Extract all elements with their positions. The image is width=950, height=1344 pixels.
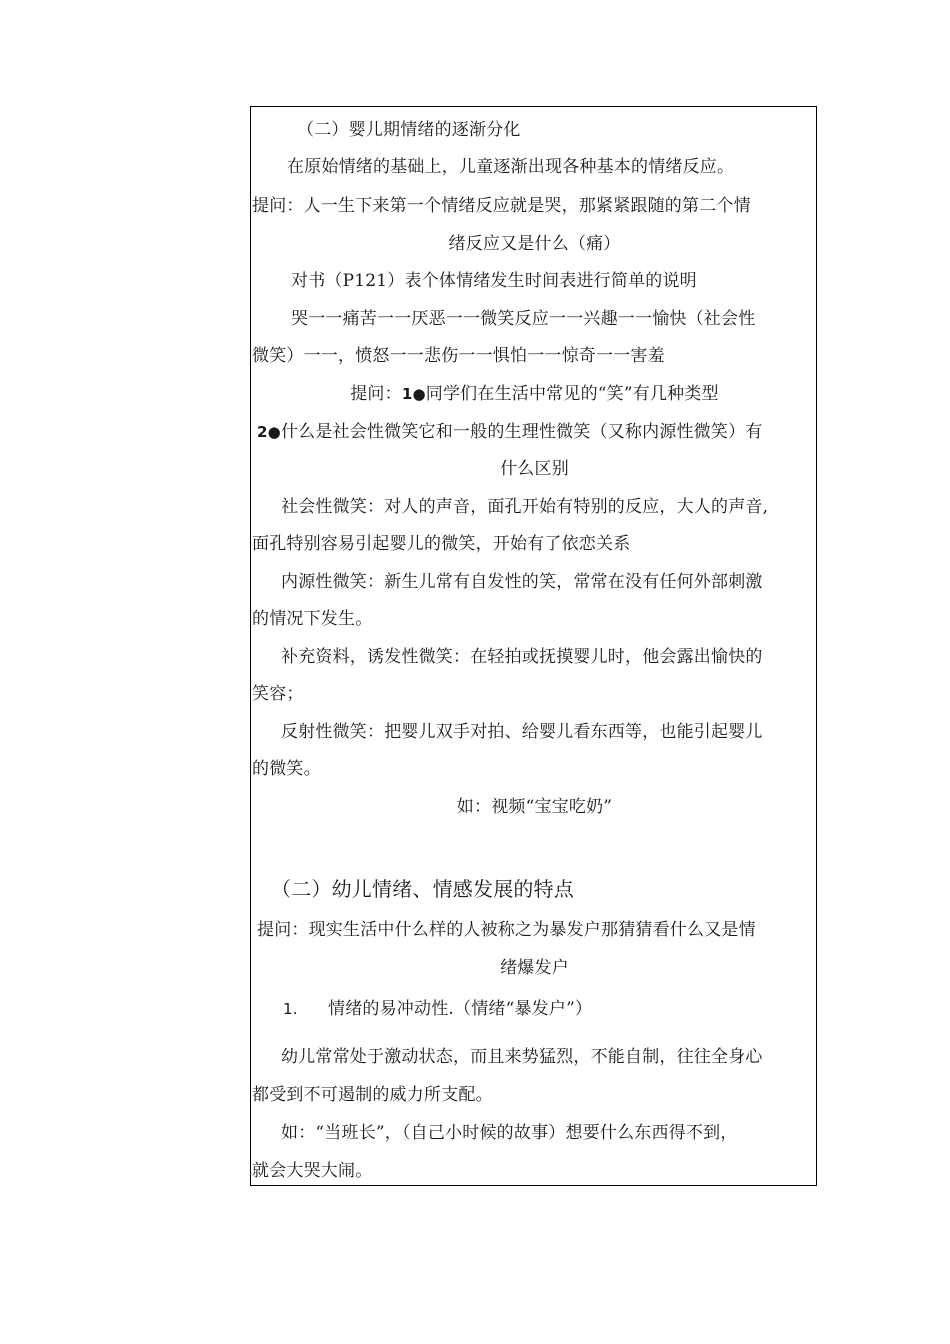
lesson-plan-cell bbox=[250, 106, 817, 1186]
list-number: 1. bbox=[283, 1000, 298, 1018]
example-line: 如：视频“宝宝吃奶” bbox=[456, 797, 613, 817]
question-prefix: 提问： bbox=[350, 384, 402, 404]
paragraph-line: 反射性微笑：把婴儿双手对拍、给婴儿看东西等，也能引起婴儿 bbox=[281, 722, 763, 742]
question-text: 什么是社会性微笑它和一般的生理性微笑（又称内源性微笑）有 bbox=[280, 422, 763, 442]
list-item-1 bbox=[283, 998, 592, 1020]
paragraph-line: 微笑）一一，愤怒一一悲伤一一惧怕一一惊奇一一害羞 bbox=[252, 346, 665, 366]
paragraph-line: 的微笑。 bbox=[252, 759, 321, 779]
section-heading-infant: （二）婴儿期情绪的逐渐分化 bbox=[297, 120, 521, 140]
paragraph-line: 面孔特别容易引起婴儿的微笑，开始有了依恋关系 bbox=[252, 534, 631, 554]
paragraph-line: 绪爆发户 bbox=[500, 958, 569, 978]
paragraph-line: 提问：现实生活中什么样的人被称之为暴发户那猜猜看什么又是情 bbox=[257, 920, 756, 940]
paragraph-line: 如：“当班长”，（自己小时候的故事）想要什么东西得不到， bbox=[281, 1123, 738, 1143]
paragraph-line: 在原始情绪的基础上，儿童逐渐出现各种基本的情绪反应。 bbox=[287, 157, 735, 177]
question-2-cont: 什么区别 bbox=[500, 459, 569, 479]
paragraph-line: 提问：人一生下来第一个情绪反应就是哭，那紧紧跟随的第二个情 bbox=[252, 196, 751, 216]
paragraph-line: 就会大哭大闹。 bbox=[252, 1161, 373, 1181]
paragraph-line: 对书（P121）表个体情绪发生时间表进行简单的说明 bbox=[291, 271, 697, 291]
section-heading-child: （二）幼儿情绪、情感发展的特点 bbox=[271, 877, 574, 901]
paragraph-line: 笑容； bbox=[252, 684, 304, 704]
question-1 bbox=[251, 383, 818, 405]
paragraph-line: 哭一一痛苦一一厌恶一一微笑反应一一兴趣一一愉快（社会性 bbox=[291, 309, 756, 329]
list-text: 情绪的易冲动性.（情绪“暴发户”） bbox=[328, 999, 593, 1019]
paragraph-line: 内源性微笑：新生儿常有自发性的笑，常常在没有任何外部刺激 bbox=[281, 572, 763, 592]
question-2 bbox=[257, 421, 763, 443]
question-number: 1● bbox=[401, 385, 426, 403]
question-number: 2● bbox=[257, 423, 281, 441]
paragraph-line: 幼儿常常处于激动状态，而且来势猛烈，不能自制，往往全身心 bbox=[281, 1047, 763, 1067]
paragraph-line: 的情况下发生。 bbox=[252, 609, 373, 629]
question-text: 同学们在生活中常见的“笑”有几种类型 bbox=[425, 384, 719, 404]
paragraph-line: 社会性微笑：对人的声音，面孔开始有特别的反应，大人的声音, bbox=[281, 497, 769, 517]
paragraph-line: 都受到不可遏制的威力所支配。 bbox=[252, 1085, 493, 1105]
paragraph-line: 补充资料，诱发性微笑：在轻拍或抚摸婴儿时，他会露出愉快的 bbox=[281, 647, 763, 667]
paragraph-line: 绪反应又是什么（痛） bbox=[448, 234, 621, 254]
